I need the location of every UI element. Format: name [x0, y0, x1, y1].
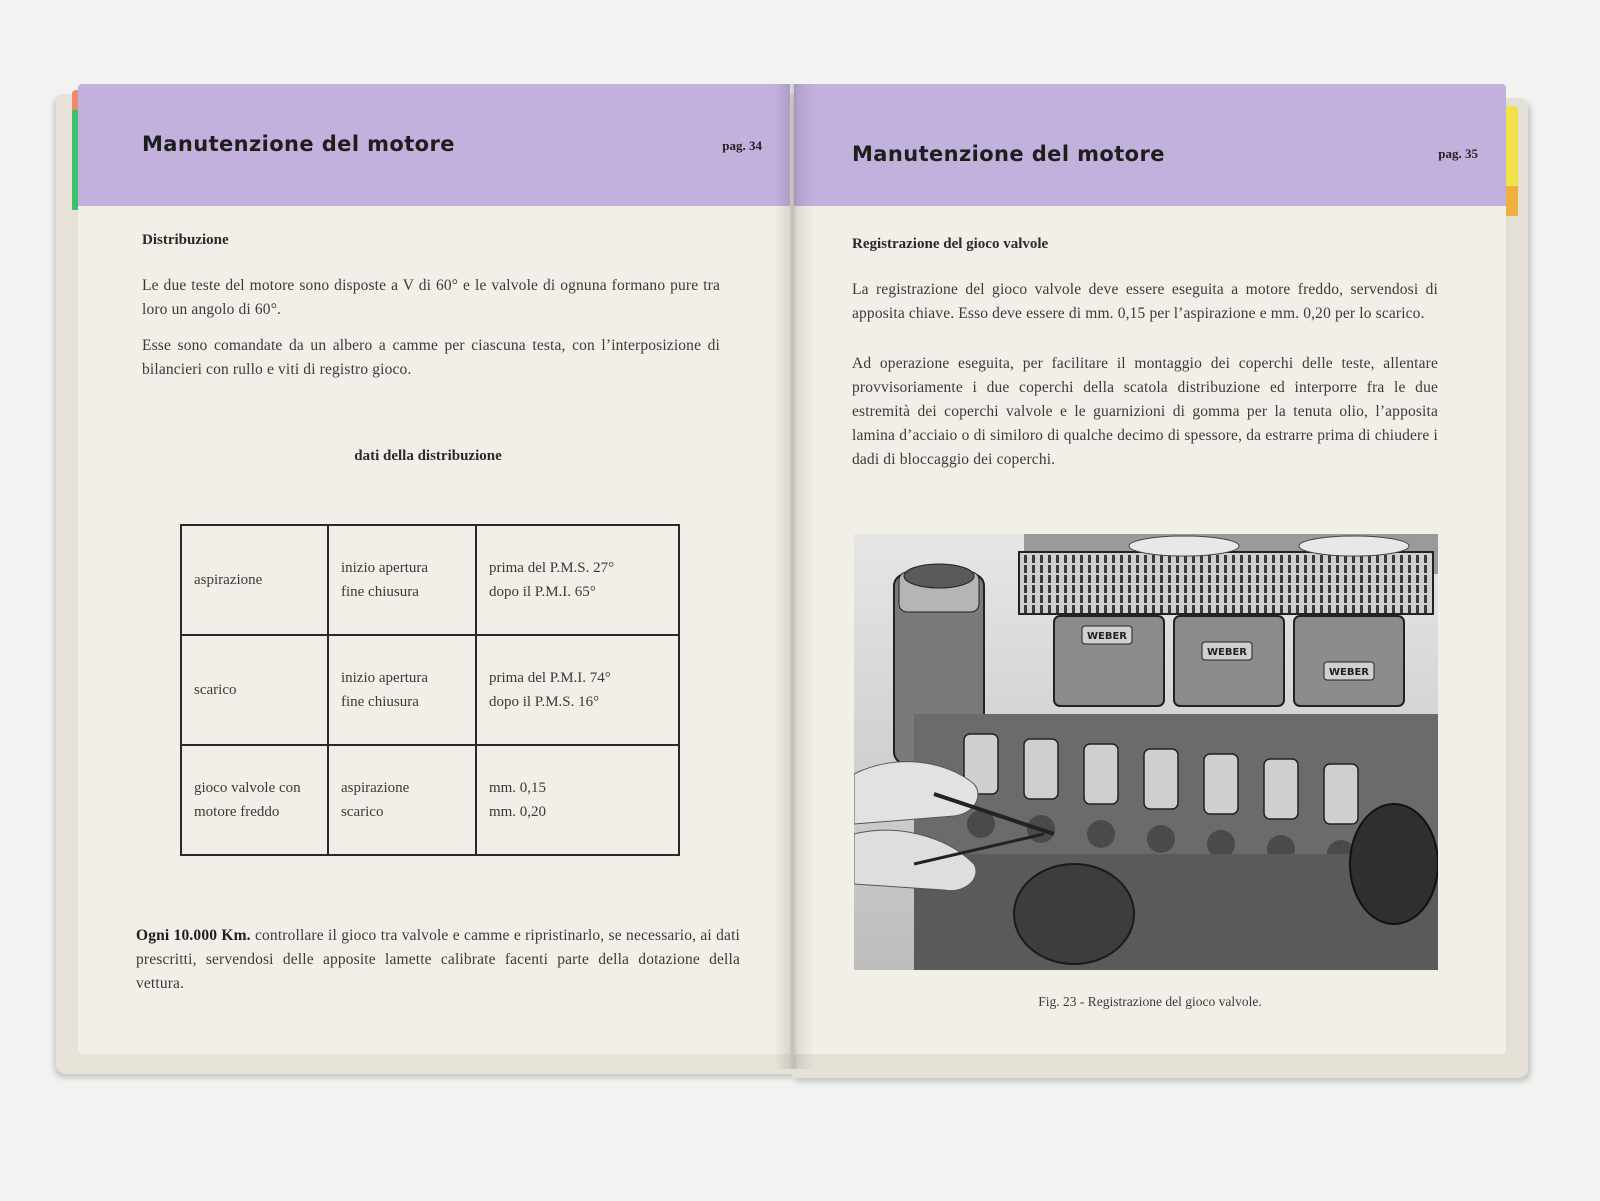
table-title: dati della distribuzione: [354, 448, 502, 464]
cell-line: prima del P.M.S. 27°: [488, 560, 615, 576]
table-row: [181, 745, 679, 855]
section-heading-registrazione: Registrazione del gioco valvole: [852, 236, 1049, 252]
paragraph-ogni-10000: [136, 924, 740, 996]
right-page: [794, 84, 1506, 1054]
paragraph-registrazione: La registrazione del gioco valvole deve essere eseguita a motore freddo, servendosi di apposita chiave. Esso deve essere di mm. 0,15 per l’aspirazione e mm. 0,20 per lo scarico.: [852, 281, 1438, 322]
table-cell: [476, 525, 679, 635]
left-header-band: [78, 84, 790, 206]
right-page-number: pag. 35: [1438, 146, 1478, 161]
cell-line: fine chiusura: [340, 584, 419, 600]
footer-text: controllare il gioco tra valvole e camme e ripristinarlo, se necessario, ai dati prescritti, servendosi delle apposite lamette calibrate facenti parte della dotazione della vettura.: [136, 927, 741, 992]
cell-line: inizio apertura: [340, 670, 429, 686]
carburetor-badge-label: WEBER: [1328, 667, 1370, 678]
cell-line: scarico: [340, 804, 384, 820]
table-cell: scarico: [181, 635, 328, 745]
paragraph-operazione: Ad operazione eseguita, per facilitare il montaggio dei coperchi delle teste, allentare provvisoriamente i due coperchi della scatola distribuzione ed interporre fra le due estremità dei coperchi valvole e le guarnizioni di gomma per la tenuta olio, l’apposita lamina d’acciaio o di similoro di qualche decimo di spessore, da estrarre prima di chiudere i dadi di bloccaggio dei coperchi.: [852, 355, 1438, 468]
left-page-number: pag. 34: [722, 138, 762, 153]
table-cell: [328, 525, 476, 635]
open-manual: [62, 84, 1522, 1084]
cell-line: dopo il P.M.I. 65°: [488, 584, 596, 600]
cell-line: fine chiusura: [340, 694, 419, 710]
table-row: [181, 635, 679, 745]
engine-photo-illustration: [854, 534, 1438, 970]
cell-line: mm. 0,20: [488, 804, 547, 820]
table-cell: [476, 635, 679, 745]
table-cell: aspirazione: [181, 525, 328, 635]
section-heading-distribuzione: Distribuzione: [142, 232, 229, 248]
carburetor-badge-label: WEBER: [1206, 647, 1248, 658]
cell-line: mm. 0,15: [488, 780, 547, 796]
figure-caption: Fig. 23 - Registrazione del gioco valvole.: [1038, 994, 1262, 1009]
paragraph-teste: Le due teste del motore sono disposte a V di 60° e le valvole di ognuna formano pure tra loro un angolo di 60°.: [142, 277, 720, 318]
paragraph-albero-camme: Esse sono comandate da un albero a camme per ciascuna testa, con l’interposizione di bilancieri con rullo e viti di registro gioco.: [142, 337, 720, 378]
right-header-title: Manutenzione del motore: [852, 142, 1165, 166]
book-gutter: [774, 84, 814, 1069]
left-page: [78, 84, 790, 1054]
cell-line: prima del P.M.I. 74°: [488, 670, 611, 686]
table-cell: [328, 745, 476, 855]
carburetor-badge-label: WEBER: [1086, 631, 1128, 642]
table-cell: [328, 635, 476, 745]
cell-line: dopo il P.M.S. 16°: [488, 694, 600, 710]
table-cell: gioco valvole con motore freddo: [181, 745, 328, 855]
left-header-title: Manutenzione del motore: [142, 132, 455, 156]
right-header-band: [794, 84, 1506, 206]
table-cell: [476, 745, 679, 855]
cell-line: inizio apertura: [340, 560, 429, 576]
cell-line: aspirazione: [340, 780, 410, 796]
distribution-table: [180, 524, 680, 856]
footer-bold-label: Ogni 10.000 Km.: [136, 927, 251, 944]
table-row: [181, 525, 679, 635]
engine-photo: [854, 534, 1438, 970]
